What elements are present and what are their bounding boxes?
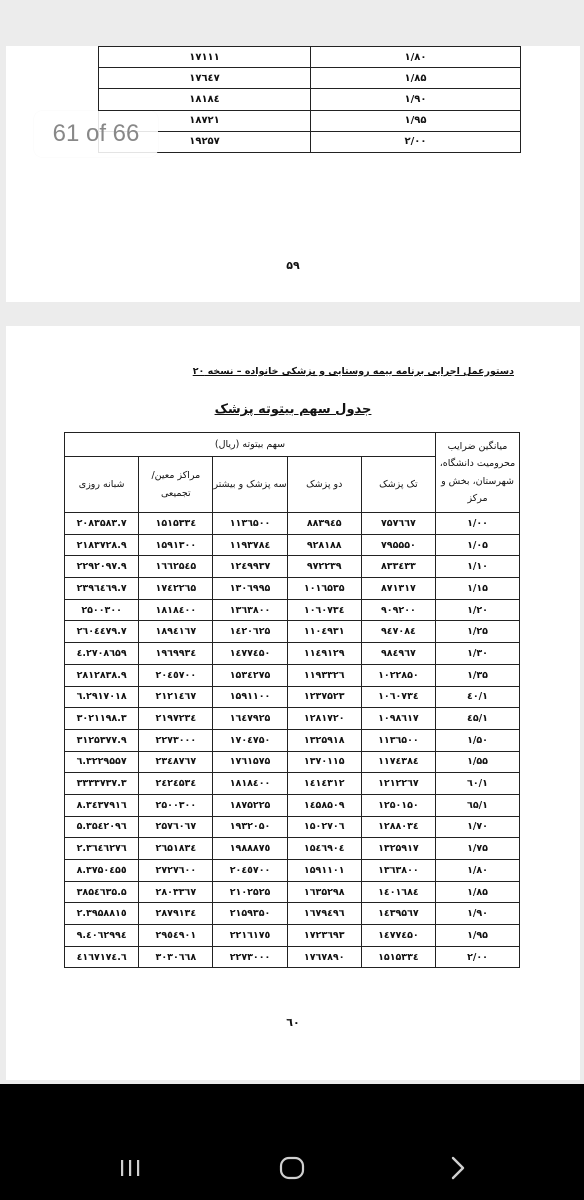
coefficient-cell: ۱/۲۰ [436, 599, 520, 621]
center-cell: ۲۵۰۰۳۰۰ [139, 794, 213, 816]
table-row [65, 794, 520, 816]
table-row [65, 946, 520, 968]
center-cell: ۲۵۷٦۰٦۷ [139, 816, 213, 838]
one-physician-cell: ۱۱۷٤۳۸٤ [361, 751, 435, 773]
two-physicians-cell: ۱۷٦۷۸۹۰ [287, 946, 361, 968]
two-physicians-cell: ۱۳۷۰۱۱۵ [287, 751, 361, 773]
center-cell: ۱۷٤۲۲٦۵ [139, 578, 213, 600]
coefficient-cell: ۱/۵۰ [436, 729, 520, 751]
center-cell: ۱۵۱۵۳۳٤ [139, 513, 213, 535]
two-physicians-cell: ۱۱٤۹۱۲۹ [287, 643, 361, 665]
column-header-one-physician: تک پزشک [361, 457, 435, 513]
home-icon [278, 1156, 306, 1180]
daily-cell: ۲۸۱۲۸۳۸.۹ [65, 664, 139, 686]
two-physicians-cell: ۱۰٦۰۷۳٤ [287, 599, 361, 621]
one-physician-cell: ۱۲۸۸۰۳٤ [361, 816, 435, 838]
column-header-center: مراکز معین/ تجمیعی [139, 457, 213, 513]
center-cell: ۲۲۷۳۰۰۰ [139, 729, 213, 751]
daily-cell: ۲۲۹۲۰۹۷.۹ [65, 556, 139, 578]
two-physicians-cell: ۱۲۸۱۷۲۰ [287, 708, 361, 730]
center-cell: ۱۵۹۱۳۰۰ [139, 534, 213, 556]
coefficient-cell: ۲/۰۰ [436, 946, 520, 968]
daily-cell: ۳۳۳۳۷۳۷.۳ [65, 773, 139, 795]
daily-cell: ۳۷۵۰٤۵٥.۸ [65, 860, 139, 882]
daily-cell: ۲۷۰۸٦۵۹.٤ [65, 643, 139, 665]
two-physicians-cell: ۱٤۱٤۳۱۲ [287, 773, 361, 795]
three-physicians-cell: ۱٤۷۷٤۵۰ [213, 643, 287, 665]
one-physician-cell: ۷۵۷٦٦۷ [361, 513, 435, 535]
coefficient-cell: ۱/۰۵ [436, 534, 520, 556]
table-row [65, 534, 520, 556]
recents-icon [118, 1158, 142, 1178]
daily-cell: ۳٤۳۷۹۱٦.۸ [65, 794, 139, 816]
center-cell: ۲٤۲٤۵۳٤ [139, 773, 213, 795]
daily-cell: ۳۰۲۱۱۹۸.۳ [65, 708, 139, 730]
column-header-daily: شبانه روزی [65, 457, 139, 513]
column-header-coefficient: میانگین ضرایب محرومیت دانشگاه، شهرستان، بخش و مرکز [436, 433, 520, 513]
one-physician-cell: ۹٤۷۰۸٤ [361, 621, 435, 643]
center-cell: ۲۰٤٥٧۰۰ [139, 664, 213, 686]
three-physicians-cell: ۲۲۱٦۱۷٥ [213, 925, 287, 947]
two-physicians-cell: ۱٦۷۹٤۹٦ [287, 903, 361, 925]
three-physicians-cell: ۱۱۳٦۵۰۰ [213, 513, 287, 535]
one-physician-cell: ۱٤۰۱٦۸٤ [361, 881, 435, 903]
page-counter-badge: 61 of 66 [34, 111, 158, 157]
three-physicians-cell: ۱۱۹۳۷۸٤ [213, 534, 287, 556]
two-physicians-cell: ۹۷۲۲۳۹ [287, 556, 361, 578]
two-physicians-cell: ۱۲۳۷۵۲۳ [287, 686, 361, 708]
two-physicians-cell: ۱٤۵۸۵۰۹ [287, 794, 361, 816]
coefficient-cell: ۱/۵۵ [436, 751, 520, 773]
coefficient-cell: ۱/۹۰ [436, 903, 520, 925]
table-row [65, 513, 520, 535]
table-row [99, 68, 521, 89]
coefficient-cell: ۲/۰۰ [311, 131, 521, 152]
daily-cell: ٤۰٦۲۹۹٤.۹ [65, 925, 139, 947]
one-physician-cell: ۱۲۱۲۲٦۷ [361, 773, 435, 795]
daily-cell: ۲۳۹٦٤٦۹.۷ [65, 578, 139, 600]
page-number: ٦۰ [286, 1016, 300, 1029]
document-page-59 [6, 46, 580, 302]
center-cell: ۳۰۳۰٦٦۸ [139, 946, 213, 968]
table-row [65, 925, 520, 947]
three-physicians-cell: ۱۵۳٤۲۷۵ [213, 664, 287, 686]
two-physicians-cell: ۸۸۳۹٤۵ [287, 513, 361, 535]
two-physicians-cell: ۱۵۰۲۷۰٦ [287, 816, 361, 838]
two-physicians-cell: ۱۷۲۳٦۹۳ [287, 925, 361, 947]
two-physicians-cell: ۱۱۰٤۹۳۱ [287, 621, 361, 643]
daily-cell: ۳۲۲۹۵۵۷.٦ [65, 751, 139, 773]
two-physicians-cell: ۱۵۹۱۱۰۱ [287, 860, 361, 882]
column-header-two-physicians: دو پزشک [287, 457, 361, 513]
continued-table [98, 46, 521, 153]
table-row [65, 686, 520, 708]
two-physicians-cell: ۱٦۳۵۲۹۸ [287, 881, 361, 903]
coefficient-cell: ۱/۸۰ [436, 860, 520, 882]
one-physician-cell: ۱۵۱۵۳۳٤ [361, 946, 435, 968]
document-page-60 [6, 326, 580, 1080]
daily-cell: ۳۱۲۵۳۷۷.۹ [65, 729, 139, 751]
table-row [65, 664, 520, 686]
three-physicians-cell: ۱۳۰٦۹۹۵ [213, 578, 287, 600]
center-cell: ۲٦۵۱۸۳٤ [139, 838, 213, 860]
center-cell: ۲۹٥٤۹۰۱ [139, 925, 213, 947]
column-header-three-physicians: سه پزشک و بیشتر [213, 457, 287, 513]
coefficient-cell: ۱/۹۵ [436, 925, 520, 947]
center-cell: ۲۷۲۷٦۰۰ [139, 860, 213, 882]
one-physician-cell: ۱۳۲۵۹۱۷ [361, 838, 435, 860]
coefficient-cell: ۱/۱۰ [436, 556, 520, 578]
one-physician-cell: ۱۰۹۸٦۱۷ [361, 708, 435, 730]
coefficient-cell: ۱/۰۰ [436, 513, 520, 535]
table-row [65, 643, 520, 665]
daily-cell: ۳۸۵٤٦۳۵.۵ [65, 881, 139, 903]
three-physicians-cell: ۲۰٤٥۷۰۰ [213, 860, 287, 882]
three-physicians-cell: ۱۳٦۳۸۰۰ [213, 599, 287, 621]
coefficient-cell: ۱/۱۵ [436, 578, 520, 600]
recents-button[interactable] [100, 1152, 160, 1184]
one-physician-cell: ۱۰٦۰۷۳٤ [361, 686, 435, 708]
table-row [99, 89, 521, 110]
document-header: دستورعمل اجرایی برنامه بیمه روستایی و پزشکی خانواده – نسخه ۲۰ [192, 366, 514, 377]
center-cell: ۱۸۹٤۱٦۷ [139, 621, 213, 643]
one-physician-cell: ۷۹۵۵۵۰ [361, 534, 435, 556]
one-physician-cell: ۱۲۵۰۱۵۰ [361, 794, 435, 816]
coefficient-cell: ۱/٤۰ [436, 686, 520, 708]
center-cell: ۱٦٦۲۵٤۵ [139, 556, 213, 578]
coefficient-cell: ۱/۹۵ [311, 110, 521, 131]
value-cell: ۱۸۱۸٤ [99, 89, 311, 110]
three-physicians-cell: ۱۹۳۲۰۵۰ [213, 816, 287, 838]
one-physician-cell: ۹۸٤۹٦۷ [361, 643, 435, 665]
three-physicians-cell: ۱۵۹۱۱۰۰ [213, 686, 287, 708]
daily-cell: ٤۱٦۷۱۷٤.٦ [65, 946, 139, 968]
center-cell: ۲۱۲۱٤٦۷ [139, 686, 213, 708]
coefficient-cell: ۱/٤۵ [436, 708, 520, 730]
table-row [65, 708, 520, 730]
center-cell: ۲۱۹۷۲۳٤ [139, 708, 213, 730]
coefficient-cell: ۱/۳۰ [436, 643, 520, 665]
coefficient-cell: ۱/۷۰ [436, 816, 520, 838]
coefficient-cell: ۱/۳۵ [436, 664, 520, 686]
table-row [99, 110, 521, 131]
table-row [65, 578, 520, 600]
back-button[interactable] [428, 1152, 488, 1184]
daily-cell: ۲۵۰۰۳۰۰ [65, 599, 139, 621]
three-physicians-cell: ۱٤۲۰٦۲۵ [213, 621, 287, 643]
coefficient-cell: ۱/۲۵ [436, 621, 520, 643]
daily-cell: ۲۹۱۷۰۱۸.٦ [65, 686, 139, 708]
coefficient-cell: ۱/۸۰ [311, 47, 521, 68]
coefficient-cell: ۱/۷۵ [436, 838, 520, 860]
daily-cell: ۲۱۸۳۷۲۸.۹ [65, 534, 139, 556]
table-row [99, 131, 521, 152]
daily-cell: ۲٦۰٤٤۷۹.۷ [65, 621, 139, 643]
one-physician-cell: ۱٤۳۹۵٦۷ [361, 903, 435, 925]
one-physician-cell: ۸۳۳٤۳۳ [361, 556, 435, 578]
three-physicians-cell: ۱۹۸۸۸۷٥ [213, 838, 287, 860]
one-physician-cell: ۱۱۳٦۵۰۰ [361, 729, 435, 751]
table-row [65, 556, 520, 578]
center-cell: ۱۹٦۹۹۳٤ [139, 643, 213, 665]
two-physicians-cell: ۹۲۸۱۸۸ [287, 534, 361, 556]
two-physicians-cell: ۱۱۹۳۳۲٦ [287, 664, 361, 686]
table-row [65, 881, 520, 903]
one-physician-cell: ۱٤۷۷٤۵۰ [361, 925, 435, 947]
center-cell: ۲۸۰۳۳٦۷ [139, 881, 213, 903]
one-physician-cell: ۱۰۲۲۸۵۰ [361, 664, 435, 686]
coefficient-cell: ۱/۸۵ [311, 68, 521, 89]
center-cell: ۲۸۷۹۱۳٤ [139, 903, 213, 925]
table-title: جدول سهم بیتوته پزشک [214, 402, 372, 417]
daily-cell: ۳۵٤۲۰۹٦.۵ [65, 816, 139, 838]
three-physicians-cell: ۲۲۷۳۰۰۰ [213, 946, 287, 968]
center-cell: ۲۳٤۸۷٦۷ [139, 751, 213, 773]
daily-cell: ۳۹۵۸۸۱٥.۲ [65, 903, 139, 925]
two-physicians-cell: ۱۳۲۵۹۱۸ [287, 729, 361, 751]
three-physicians-cell: ۱۲٤۹۹۳۷ [213, 556, 287, 578]
three-physicians-cell: ۲۱۵۹۳۵۰ [213, 903, 287, 925]
back-icon [448, 1156, 468, 1180]
table-row [99, 47, 521, 68]
coefficient-cell: ۱/٦۵ [436, 794, 520, 816]
daily-cell: ۲۰۸۳۵۸۳.۷ [65, 513, 139, 535]
center-cell: ۱۸۱۸٤۰۰ [139, 599, 213, 621]
value-cell: ۱۹۲۵۷ [99, 131, 311, 152]
three-physicians-cell: ۱۸۱۸٤۰۰ [213, 773, 287, 795]
coefficient-cell: ۱/٦۰ [436, 773, 520, 795]
table-row [65, 773, 520, 795]
table-row [65, 729, 520, 751]
three-physicians-cell: ۱۷٦۱۵۷۵ [213, 751, 287, 773]
value-cell: ۱۷٦٤۷ [99, 68, 311, 89]
physician-share-table [64, 432, 520, 968]
three-physicians-cell: ۱۸۷۵۲۲۵ [213, 794, 287, 816]
three-physicians-cell: ۱۷۰٤۷۵۰ [213, 729, 287, 751]
one-physician-cell: ۱۳٦۳۸۰۰ [361, 860, 435, 882]
table-row [65, 860, 520, 882]
daily-cell: ۳٦٤٦۲۷٦.۲ [65, 838, 139, 860]
one-physician-cell: ۸۷۱۳۱۷ [361, 578, 435, 600]
coefficient-cell: ۱/۸۵ [436, 881, 520, 903]
table-row [65, 903, 520, 925]
one-physician-cell: ۹۰۹۲۰۰ [361, 599, 435, 621]
value-cell: ۱۷۱۱۱ [99, 47, 311, 68]
table-row [65, 838, 520, 860]
value-cell: ۱۸۷۲۱ [99, 110, 311, 131]
coefficient-cell: ۱/۹۰ [311, 89, 521, 110]
table-row [65, 816, 520, 838]
table-row [65, 751, 520, 773]
three-physicians-cell: ۱٦٤۷۹۲۵ [213, 708, 287, 730]
column-group-header: سهم بیتوته (ریال) [65, 433, 436, 457]
table-row [65, 599, 520, 621]
two-physicians-cell: ۱۵٤٦۹۰٤ [287, 838, 361, 860]
two-physicians-cell: ۱۰۱٦۵۳۵ [287, 578, 361, 600]
table-row [65, 621, 520, 643]
status-bar-area [0, 0, 584, 46]
three-physicians-cell: ۲۱۰۲۵۲۵ [213, 881, 287, 903]
home-button[interactable] [262, 1152, 322, 1184]
page-number: ۵۹ [286, 259, 300, 272]
